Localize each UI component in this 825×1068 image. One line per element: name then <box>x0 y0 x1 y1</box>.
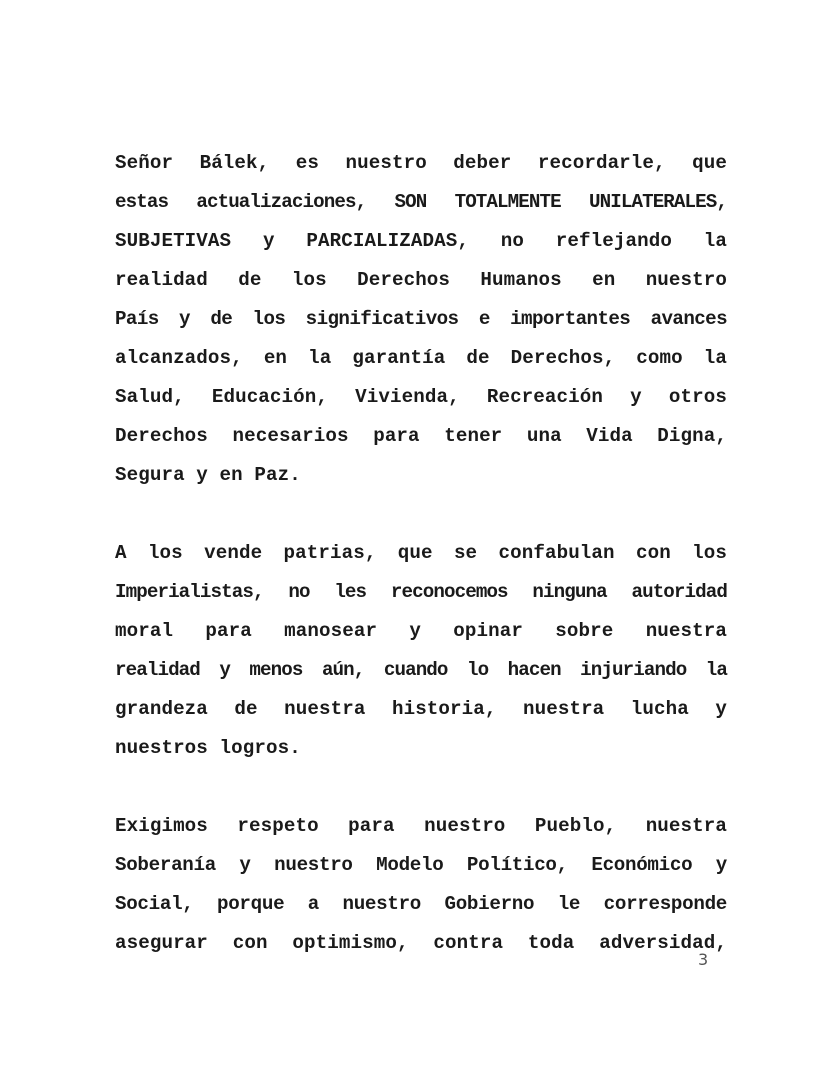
text-line: Derechos necesarios para tener una Vida Digna, <box>115 425 727 447</box>
text-line: alcanzados, en la garantía de Derechos, como la <box>115 347 727 369</box>
text-line: Social, porque a nuestro Gobierno le corresponde <box>115 893 727 915</box>
text-line: Imperialistas, no les reconocemos ninguna autoridad <box>115 581 727 603</box>
text-line: A los vende patrias, que se confabulan con los <box>115 542 727 564</box>
text-line: País y de los significativos e importantes avances <box>115 308 727 330</box>
page-number: 3 <box>698 950 709 969</box>
text-line: Señor Bálek, es nuestro deber recordarle, que <box>115 152 727 174</box>
text-line: nuestros logros. <box>115 737 301 759</box>
paragraph-1 <box>115 144 727 495</box>
text-line: estas actualizaciones, SON TOTALMENTE UNILATERALES, <box>115 191 727 213</box>
text-line: moral para manosear y opinar sobre nuestra <box>115 620 727 642</box>
text-line: Segura y en Paz. <box>115 464 301 486</box>
text-line: grandeza de nuestra historia, nuestra lucha y <box>115 698 727 720</box>
body-text <box>115 144 727 1002</box>
paragraph-2 <box>115 534 727 768</box>
text-line: realidad de los Derechos Humanos en nuestro <box>115 269 727 291</box>
text-line: asegurar con optimismo, contra toda adversidad, <box>115 932 727 954</box>
text-line: Exigimos respeto para nuestro Pueblo, nuestra <box>115 815 727 837</box>
text-line: realidad y menos aún, cuando lo hacen injuriando la <box>115 659 727 681</box>
text-line: Soberanía y nuestro Modelo Político, Económico y <box>115 854 727 876</box>
text-line: Salud, Educación, Vivienda, Recreación y otros <box>115 386 727 408</box>
text-line: SUBJETIVAS y PARCIALIZADAS, no reflejando la <box>115 230 727 252</box>
paragraph-3 <box>115 807 727 963</box>
